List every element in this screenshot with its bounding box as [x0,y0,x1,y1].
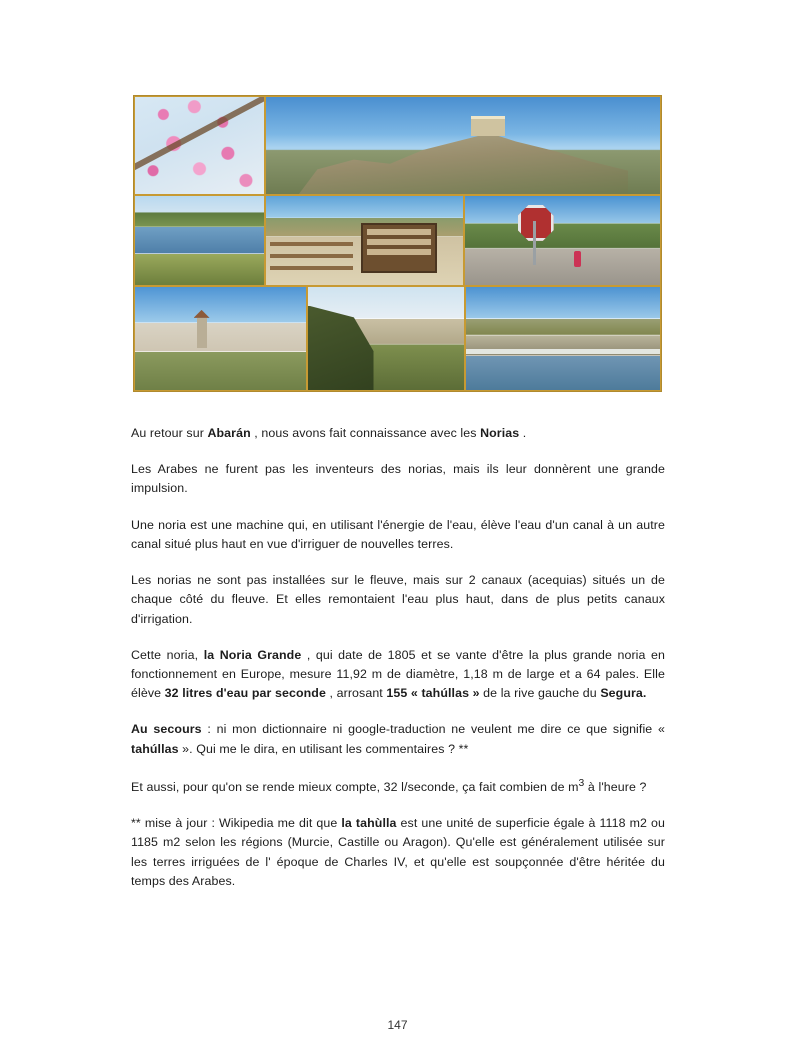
paragraph-3: Une noria est une machine qui, en utilisant l'énergie de l'eau, élève l'eau d'un canal à un autre canal situé plus haut en vue d'irriguer de nouvelles terres. [131,517,665,551]
photo-weir-channel [465,286,661,391]
photo-collage [133,95,662,392]
page-number: 147 [387,1018,408,1032]
photo-village-panorama [134,286,307,391]
photo-river [134,195,265,286]
railing [270,242,353,246]
paragraph-1: Au retour sur Abarán , nous avons fait connaissance avec les Norias . [131,426,527,440]
paragraph-4: Les norias ne sont pas installées sur le fleuve, mais sur 2 canaux (acequias) situés un de chaque côté du fleuve. Et elles remontaient l'eau plus haut, dans de plus petits canaux d'irrigation. [131,573,665,626]
pedestrian [574,251,581,267]
paragraph-5: Cette noria, la Noria Grande , qui date de 1805 et se vante d'être la plus grande noria en fonctionnement en Europe, mesure 11,92 m de diamètre, 1,18 m de large et a 64 pales. Elle élève 32 litres d'eau par seconde , arrosant 155 « tahúllas » de la rive gauche du Segura. [131,647,665,701]
paragraph-2: Les Arabes ne furent pas les inventeurs des norias, mais ils leur donnèrent une grande impulsion. [131,462,665,496]
collage-row-3 [134,286,661,391]
paragraph-7: Et aussi, pour qu'on se rende mieux compte, 32 l/seconde, ça fait combien de $m^3$ à l'heure ? [131,777,647,794]
article-body [131,424,665,908]
collage-row-1 [134,96,661,195]
paragraph-6: Au secours : ni mon dictionnaire ni google-traduction ne veulent me dire ce que signifie « tahúllas ». Qui me le dira, en utilisant les commentaires ? ** [131,722,665,756]
wooden-sign-icon [361,223,437,273]
photo-walkway-signs [265,195,464,286]
photo-castle-hill [265,96,661,195]
collage-row-2 [134,195,661,286]
photo-road-stop-sign [464,195,661,286]
sign-pole [533,221,536,266]
photo-cliff-village [307,286,465,391]
church-tower [197,318,207,348]
photo-blossom [134,96,265,195]
paragraph-8: ** mise à jour : Wikipedia me dit que la tahùlla est une unité de superficie égale à 1118 m2 ou 1185 m2 selon les régions (Murcie, Castille ou Aragon). Qu'elle est généralement utilisée sur les terres irriguées de l' époque de Charles IV, et qu'elle est soupçonnée d'être héritée du temps des Arabes. [131,816,665,888]
